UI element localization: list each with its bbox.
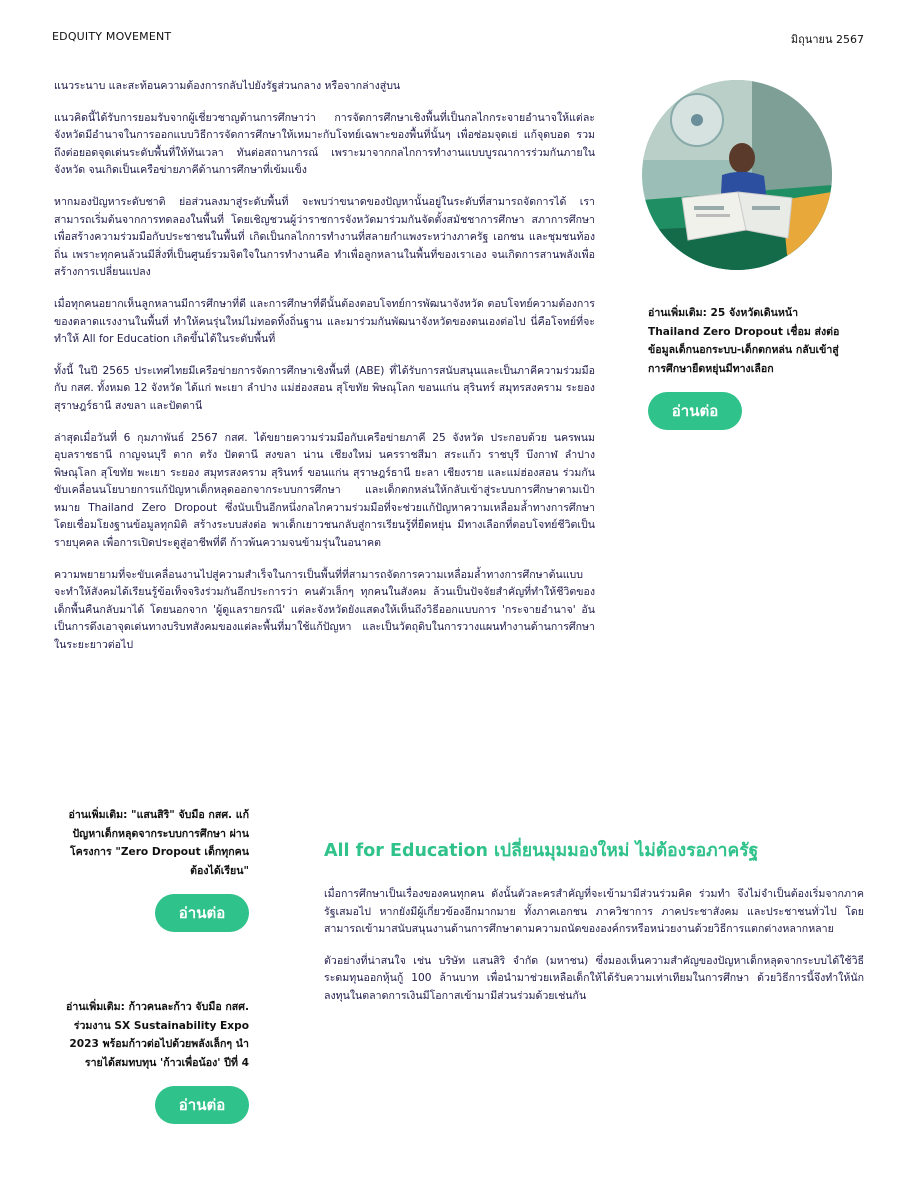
read-more-button[interactable]: อ่านต่อ [648, 392, 742, 430]
related-article-text: อ่านเพิ่มเติม: "แสนสิริ" จับมือ กสศ. แก้ปัญหาเด็กหลุดจากระบบการศึกษา ผ่านโครงการ "Zero Dropout เด็กทุกคนต้องได้เรียน" [68, 809, 249, 877]
related-article-left-2 [52, 998, 249, 1124]
article-paragraph: ล่าสุดเมื่อวันที่ 6 กุมภาพันธ์ 2567 กสศ. ได้ขยายความร่วมมือกับเครือข่ายภาคี 25 จังหวัด ประกอบด้วย นครพนม อุบลราชธานี กาญจนบุรี ตาก ตรัง ปัตตานี สงขลา น่าน เชียงใหม่ นครราชสีมา สระแก้ว ราชบุรี บึงกาฬ ลำปาง พิษณุโลก สุโขทัย พะเยา ระยอง สมุทรสงคราม สุรินทร์ ขอนแก่น สุราษฎร์ธานี ยะลา เชียงราย และแม่ฮ่องสอน ร่วมกันขับเคลื่อนนโยบายการแก้ปัญหาเด็กหลุดออกจากระบบการศึกษา และเด็กตกหล่นให้กลับเข้าสู่ระบบการศึกษาตามเป้าหมาย Thailand Zero Dropout ซึ่งนับเป็นอีกหนึ่งกลไกความร่วมมือที่จะช่วยแก้ปัญหาความเหลื่อมล้ำทางการศึกษา โดยเชื่อมโยงฐานข้อมูลทุกมิติ สร้างระบบส่งต่อ พาเด็กเยาวชนกลับสู่การเรียนรู้ที่ยืดหยุ่น มีทางเลือกที่ตอบโจทย์ชีวิตเป็นรายบุคคล เพื่อการเปิดประตูสู่อาชีพที่ดี ก้าวพ้นความจนข้ามรุ่นในอนาคต [54, 431, 595, 550]
related-article-text: อ่านเพิ่มเติม: 25 จังหวัดเดินหน้า Thailand Zero Dropout เชื่อม ส่งต่อข้อมูลเด็กนอกระบบ-เด็กตกหล่น กลับเข้าสู่การศึกษายืดหยุ่นมีทางเลือก [648, 307, 840, 375]
main-article-column [54, 78, 595, 669]
article-paragraph: เมื่อทุกคนอยากเห็นลูกหลานมีการศึกษาที่ดี และการศึกษาที่ดีนั้นต้องตอบโจทย์การพัฒนาจังหวัด ตอบโจทย์ความต้องการของตลาดแรงงานในพื้นที่ ทำให้คนรุ่นใหม่ไม่ทอดทิ้งถิ่นฐาน และมาร่วมกันพัฒนาจังหวัดของตนเองต่อไป นี่คือโจทย์ที่จะทำให้ All for Education เกิดขึ้นได้ในระดับพื้นที่ [54, 297, 595, 346]
section-body [324, 886, 864, 1020]
read-more-button[interactable]: อ่านต่อ [155, 894, 249, 932]
section-paragraph: ตัวอย่างที่น่าสนใจ เช่น บริษัท แสนสิริ จำกัด (มหาชน) ซึ่งมองเห็นความสำคัญของปัญหาเด็กหลุดจากระบบได้ใช้วิธีระดมทุนออกหุ้นกู้ 100 ล้านบาท เพื่อนำมาช่วยเหลือเด็กให้ได้รับความเท่าเทียมในการศึกษา ด้วยวิธีการนี้จึงทำให้นักลงทุนในตลาดการเงินมีโอกาสเข้ามามีส่วนร่วมด้วยเช่นกัน [324, 954, 864, 1002]
article-paragraph: ทั้งนี้ ในปี 2565 ประเทศไทยมีเครือข่ายการจัดการศึกษาเชิงพื้นที่ (ABE) ที่ได้รับการสนับสนุนและเป็นภาคีความร่วมมือกับ กสศ. ทั้งหมด 12 จังหวัด ได้แก่ พะเยา ลำปาง แม่ฮ่องสอน สุโขทัย พิษณุโลก ขอนแก่น สุรินทร์ สมุทรสงคราม ระยอง สุราษฎร์ธานี สงขลา และปัตตานี [54, 364, 595, 412]
brand-label: EDQUITY MOVEMENT [52, 30, 172, 43]
child-reading-photo [642, 80, 832, 270]
related-article-text: อ่านเพิ่มเติม: ก้าวคนละก้าว จับมือ กสศ. ร่วมงาน SX Sustainability Expo 2023 พร้อมก้าวต่อไปด้วยพลังเล็กๆ นำรายได้สมทบทุน 'ก้าวเพื่อน้อง' ปีที่ 4 [66, 1001, 249, 1069]
article-paragraph: แนวคิดนี้ได้รับการยอมรับจากผู้เชี่ยวชาญด้านการศึกษาว่า การจัดการศึกษาเชิงพื้นที่เป็นกลไกกระจายอำนาจให้แต่ละจังหวัดมีอำนาจในการออกแบบวิธีการจัดการศึกษาให้เหมาะกับโจทย์เฉพาะของพื้นที่นั้นๆ เพื่อซ่อมจุดเย่ แก้จุดบอด รวมถึงต่อยอดจุดเด่นระดับพื้นที่ให้ทันเวลา ทันต่อสถานการณ์ เพราะมาจากกลไกการทำงานแบบบูรณาการร่วมกันภายในจังหวัด จนเกิดเป็นเครือข่ายภาคีด้านการศึกษาที่เข้มแข็ง [54, 111, 595, 177]
article-paragraph: หากมองปัญหาระดับชาติ ย่อส่วนลงมาสู่ระดับพื้นที่ จะพบว่าขนาดของปัญหานั้นอยู่ในระดับที่สามารถจัดการได้ เราสามารถเริ่มต้นจากการทดลองในพื้นที่ โดยเชิญชวนผู้ว่าราชการจังหวัดมาร่วมกันจัดตั้งสมัชชาการศึกษา สภาการศึกษา เพื่อสร้างความร่วมมือกับประชาชนในพื้นที่ เกิดเป็นกลไกการทำงานที่สลายกำแพงระหว่างภาครัฐ เอกชน และชุมชนท้องถิ่น เพราะทุกคนล้วนมีสิ่งที่เป็นศูนย์รวมจิตใจในการทำงานคือ ทำเพื่อลูกหลานในพื้นที่ของเราเอง จนเกิดการสานพลังเพื่อสร้างการเปลี่ยนแปลง [54, 195, 595, 279]
article-paragraph: แนวระนาบ และสะท้อนความต้องการกลับไปยังรัฐส่วนกลาง หรือจากล่างสู่บน [54, 80, 401, 92]
issue-date: มิถุนายน 2567 [790, 33, 864, 46]
section-paragraph: เมื่อการศึกษาเป็นเรื่องของคนทุกคน ดังนั้นตัวละครสำคัญที่จะเข้ามามีส่วนร่วมคิด ร่วมทำ จึงไม่จำเป็นต้องเริ่มจากภาครัฐเสมอไป หากยังมีผู้เกี่ยวข้องอีกมากมาย ทั้งภาคเอกชน ภาควิชาการ ภาคประชาสังคม และประชาชนทั่วไป โดยสามารถเข้ามาสนับสนุนงานด้านการศึกษาตามความถนัดขององค์กรหรือหน่วยงานด้วยวิธีการแตกต่างหลากหลาย [324, 888, 864, 936]
article-paragraph: ความพยายามที่จะขับเคลื่อนงานไปสู่ความสำเร็จในการเป็นพื้นที่ที่สามารถจัดการความเหลื่อมล้ำทางการศึกษาต้นแบบ จะทำให้สังคมได้เรียนรู้ข้อเท็จจริงร่วมกันอีกประการว่า คนตัวเล็กๆ ทุกคนในสังคม ล้วนเป็นปัจจัยสำคัญที่ทำให้ชีวิตของเด็กพื้นคืนกลับมาได้ โดยนอกจาก 'ผู้ดูแลรายกรณี' แต่ละจังหวัดยังแสดงให้เห็นถึงวิธีออกแบบการ 'กระจายอำนาจ' อันเป็นการดึงเอาจุดเด่นทางบริบทสังคมของแต่ละพื้นที่มาใช้แก้ปัญหา และเป็นวัตถุดิบในการวางแผนทำงานด้านการศึกษาในระยะยาวต่อไป [54, 568, 595, 652]
read-more-button[interactable]: อ่านต่อ [155, 1086, 249, 1124]
related-article-left-1 [52, 806, 249, 932]
section-heading: All for Education เปลี่ยนมุมมองใหม่ ไม่ต้องรอภาครัฐ [324, 841, 759, 861]
related-article-right [648, 304, 844, 430]
